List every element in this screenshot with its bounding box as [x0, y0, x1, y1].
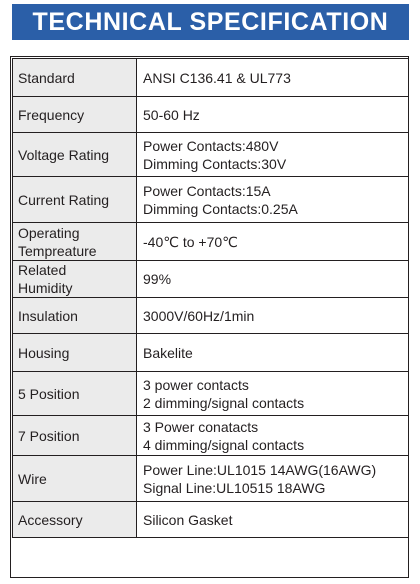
- spec-label-cell: [13, 223, 137, 261]
- spec-label-cell: [13, 97, 137, 133]
- spec-value-cell: [137, 97, 409, 133]
- spec-value-cell: [137, 223, 409, 261]
- spec-label: Accessory: [18, 511, 83, 528]
- spec-label-cell: [13, 261, 137, 298]
- spec-label: 5 Position: [18, 385, 80, 402]
- spec-value-cell: [137, 261, 409, 298]
- spec-row-accessory: [13, 502, 409, 538]
- spec-value: 99%: [143, 271, 172, 287]
- spec-value-line: Signal Line:UL10515 18AWG: [143, 479, 326, 496]
- spec-label-line: Humidity: [18, 280, 73, 296]
- spec-label: Current Rating: [18, 191, 110, 208]
- spec-label: Housing: [18, 344, 70, 361]
- spec-label-cell: [13, 59, 137, 97]
- spec-value-line: Dimming Contacts:30V: [143, 155, 287, 172]
- spec-value-cell: [137, 133, 409, 177]
- spec-title-banner: [12, 4, 409, 40]
- spec-label-line: Operating: [18, 224, 80, 241]
- spec-value: Silicon Gasket: [143, 511, 233, 528]
- spec-row-5-position: [13, 372, 409, 416]
- spec-value-cell: [137, 298, 409, 334]
- spec-label: Insulation: [18, 307, 78, 324]
- spec-value-line: Dimming Contacts:0.25A: [143, 200, 298, 217]
- spec-value: 50-60 Hz: [143, 106, 200, 123]
- spec-label-cell: [13, 334, 137, 372]
- spec-title: TECHNICAL SPECIFICATION: [32, 8, 389, 36]
- spec-table-body: [13, 59, 409, 538]
- spec-value: -40℃ to +70℃: [143, 233, 238, 250]
- spec-row-standard: [13, 59, 409, 97]
- spec-value: Bakelite: [143, 344, 193, 361]
- spec-value-cell: [137, 456, 409, 502]
- spec-label-cell: [13, 133, 137, 177]
- spec-value-cell: [137, 416, 409, 456]
- spec-value-cell: [137, 502, 409, 538]
- spec-label: Voltage Rating: [18, 146, 110, 163]
- spec-value: 3000V/60Hz/1min: [143, 307, 255, 324]
- spec-label: Wire: [18, 470, 47, 487]
- spec-row-insulation: [13, 298, 409, 334]
- spec-table: [12, 58, 409, 538]
- spec-row-7-position: [13, 416, 409, 456]
- spec-value-cell: [137, 372, 409, 416]
- spec-value-line: Power Contacts:15A: [143, 182, 271, 199]
- spec-value-line: 4 dimming/signal contacts: [143, 436, 305, 453]
- spec-value-line: 2 dimming/signal contacts: [143, 394, 305, 411]
- spec-value-cell: [137, 177, 409, 223]
- spec-label-cell: [13, 372, 137, 416]
- spec-label-cell: [13, 416, 137, 456]
- spec-value: ANSI C136.41 & UL773: [143, 69, 291, 86]
- spec-row-voltage-rating: [13, 133, 409, 177]
- spec-row-housing: [13, 334, 409, 372]
- spec-label: 7 Position: [18, 427, 80, 444]
- spec-label: Frequency: [18, 106, 85, 123]
- spec-label-line: Tempreature: [18, 242, 97, 259]
- spec-row-wire: [13, 456, 409, 502]
- spec-label-line: Related: [18, 262, 67, 278]
- spec-label-cell: [13, 456, 137, 502]
- spec-value-line: Power Contacts:480V: [143, 137, 279, 154]
- spec-row-frequency: [13, 97, 409, 133]
- spec-row-current-rating: [13, 177, 409, 223]
- spec-row-operating-temperature: [13, 223, 409, 261]
- spec-row-related-humidity: [13, 261, 409, 298]
- spec-label-cell: [13, 177, 137, 223]
- spec-label: Standard: [18, 69, 75, 86]
- spec-value-line: 3 power contacts: [143, 376, 249, 393]
- spec-value-cell: [137, 59, 409, 97]
- spec-label-cell: [13, 502, 137, 538]
- spec-value-line: Power Line:UL1015 14AWG(16AWG): [143, 461, 377, 478]
- spec-value-line: 3 Power conatacts: [143, 418, 259, 435]
- spec-label-cell: [13, 298, 137, 334]
- spec-value-cell: [137, 334, 409, 372]
